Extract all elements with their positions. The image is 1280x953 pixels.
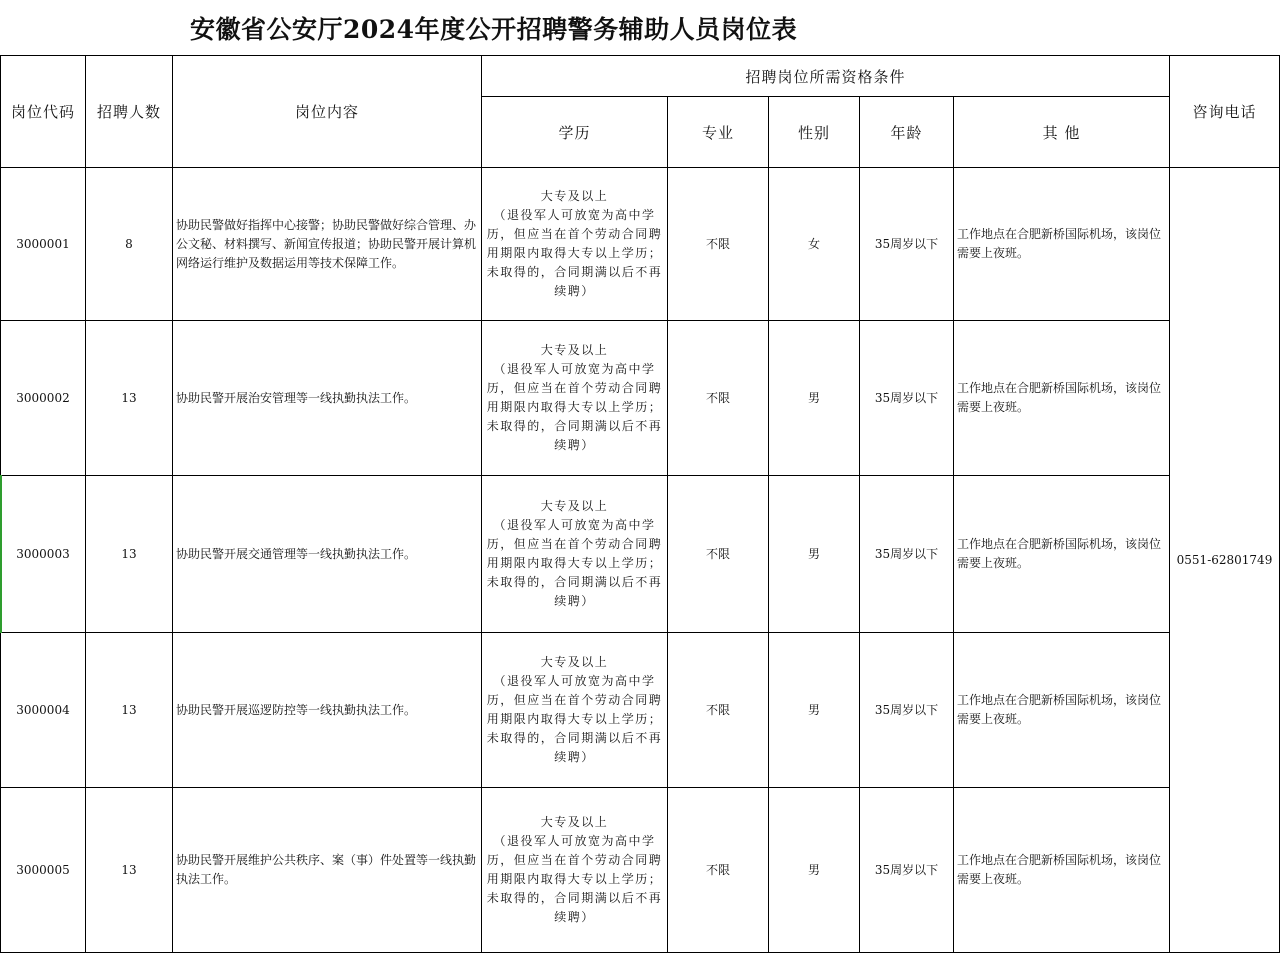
- header-content: 岗位内容: [173, 56, 482, 168]
- table-row: [1, 168, 1280, 321]
- education-note: （退役军人可放宽为高中学历，但应当在首个劳动合同聘用期限内取得大专以上学历；未取得的，合同期满以后不再续聘）: [486, 674, 663, 764]
- header-conditions: 招聘岗位所需资格条件: [482, 56, 1170, 97]
- table-row: [1, 633, 1280, 788]
- cell-age: 35周岁以下: [860, 788, 954, 953]
- cell-gender: 男: [769, 476, 860, 633]
- header-major: 专业: [668, 97, 769, 168]
- table-row: [1, 321, 1280, 476]
- cell-count: 13: [86, 476, 173, 633]
- cell-content: 协助民警开展维护公共秩序、案（事）件处置等一线执勤执法工作。: [173, 788, 482, 953]
- cell-gender: 男: [769, 321, 860, 476]
- cell-gender: 男: [769, 788, 860, 953]
- cell-age: 35周岁以下: [860, 321, 954, 476]
- cell-code: 3000005: [1, 788, 86, 953]
- header-phone: 咨询电话: [1170, 56, 1280, 168]
- header-other: 其 他: [954, 97, 1170, 168]
- cell-content: 协助民警开展治安管理等一线执勤执法工作。: [173, 321, 482, 476]
- table-row: [1, 476, 1280, 633]
- education-main: 大专及以上: [540, 189, 609, 203]
- cell-count: 8: [86, 168, 173, 321]
- cell-other: 工作地点在合肥新桥国际机场，该岗位需要上夜班。: [954, 788, 1170, 953]
- cell-major: 不限: [668, 788, 769, 953]
- positions-table: [0, 55, 1280, 953]
- header-code: 岗位代码: [1, 56, 86, 168]
- cell-major: 不限: [668, 476, 769, 633]
- document-title: [0, 0, 1280, 56]
- header-gender: 性别: [769, 97, 860, 168]
- education-main: 大专及以上: [540, 815, 609, 829]
- education-main: 大专及以上: [540, 499, 609, 513]
- cell-other: 工作地点在合肥新桥国际机场，该岗位需要上夜班。: [954, 168, 1170, 321]
- cell-gender: 男: [769, 633, 860, 788]
- education-note: （退役军人可放宽为高中学历，但应当在首个劳动合同聘用期限内取得大专以上学历；未取得的，合同期满以后不再续聘）: [486, 208, 663, 298]
- cell-education: [482, 476, 668, 633]
- header-education: 学历: [482, 97, 668, 168]
- cell-content: 协助民警开展巡逻防控等一线执勤执法工作。: [173, 633, 482, 788]
- header-age: 年龄: [860, 97, 954, 168]
- cell-education: [482, 321, 668, 476]
- cell-major: 不限: [668, 321, 769, 476]
- cell-other: 工作地点在合肥新桥国际机场，该岗位需要上夜班。: [954, 321, 1170, 476]
- cell-education: [482, 633, 668, 788]
- table-row: [1, 788, 1280, 953]
- header-row: [1, 56, 1280, 97]
- cell-education: [482, 168, 668, 321]
- cell-other: 工作地点在合肥新桥国际机场，该岗位需要上夜班。: [954, 633, 1170, 788]
- cell-code: 3000004: [1, 633, 86, 788]
- cell-code: 3000002: [1, 321, 86, 476]
- education-main: 大专及以上: [540, 655, 609, 669]
- cell-count: 13: [86, 788, 173, 953]
- cell-gender: 女: [769, 168, 860, 321]
- cell-count: 13: [86, 321, 173, 476]
- cell-age: 35周岁以下: [860, 168, 954, 321]
- selection-edge-marker: [0, 475, 2, 633]
- cell-code: 3000001: [1, 168, 86, 321]
- page-title: 安徽省公安厅2024年度公开招聘警务辅助人员岗位表: [190, 15, 798, 44]
- cell-age: 35周岁以下: [860, 633, 954, 788]
- header-count: 招聘人数: [86, 56, 173, 168]
- cell-count: 13: [86, 633, 173, 788]
- cell-age: 35周岁以下: [860, 476, 954, 633]
- cell-major: 不限: [668, 633, 769, 788]
- cell-code: 3000003: [1, 476, 86, 633]
- cell-phone: 0551-62801749: [1170, 168, 1280, 953]
- education-note: （退役军人可放宽为高中学历，但应当在首个劳动合同聘用期限内取得大专以上学历；未取得的，合同期满以后不再续聘）: [486, 834, 663, 924]
- cell-content: 协助民警做好指挥中心接警；协助民警做好综合管理、办公文秘、材料撰写、新闻宣传报道；协助民警开展计算机网络运行维护及数据运用等技术保障工作。: [173, 168, 482, 321]
- education-main: 大专及以上: [540, 343, 609, 357]
- cell-major: 不限: [668, 168, 769, 321]
- education-note: （退役军人可放宽为高中学历，但应当在首个劳动合同聘用期限内取得大专以上学历；未取得的，合同期满以后不再续聘）: [486, 362, 663, 452]
- education-note: （退役军人可放宽为高中学历，但应当在首个劳动合同聘用期限内取得大专以上学历；未取得的，合同期满以后不再续聘）: [486, 518, 663, 608]
- cell-education: [482, 788, 668, 953]
- cell-other: 工作地点在合肥新桥国际机场，该岗位需要上夜班。: [954, 476, 1170, 633]
- cell-content: 协助民警开展交通管理等一线执勤执法工作。: [173, 476, 482, 633]
